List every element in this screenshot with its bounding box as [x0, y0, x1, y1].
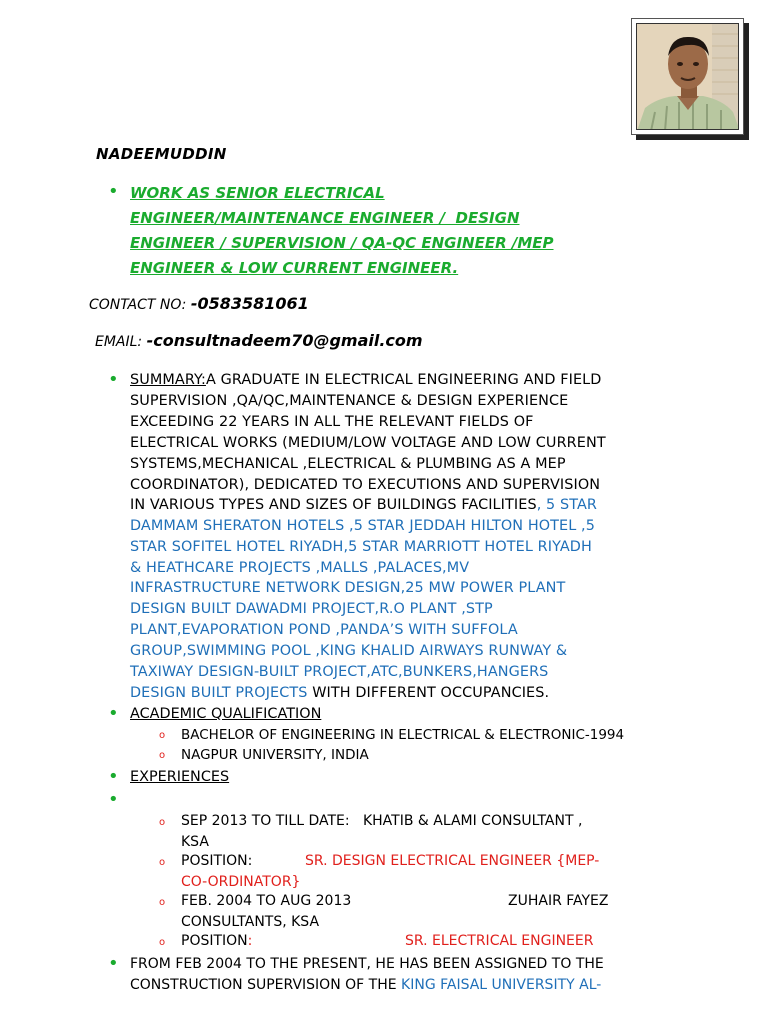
experience-item-4-value: SR. ELECTRICAL ENGINEER: [405, 933, 594, 949]
summary-last-line: [130, 685, 549, 701]
summary-project-line: STAR SOFITEL HOTEL RIYADH,5 STAR MARRIOTT HOTEL RIYADH: [130, 539, 592, 555]
final-line-2: [130, 977, 601, 993]
experience-item-4-label: [181, 933, 252, 949]
summary-line-1-text: A GRADUATE IN ELECTRICAL ENGINEERING AND FIELD: [205, 372, 602, 388]
summary-last-blue: DESIGN BUILT PROJECTS: [130, 685, 308, 701]
experience-item-bullet: o: [159, 817, 166, 828]
contact-value: -0583581061: [190, 294, 309, 313]
summary-bullet: •: [108, 369, 119, 390]
empty-bullet: •: [108, 789, 119, 810]
experience-item-2-value-cont: CO-ORDINATOR}: [181, 874, 301, 890]
experience-item-bullet: o: [159, 897, 166, 908]
headline-bullet: •: [108, 181, 119, 202]
headline-line-1: WORK AS SENIOR ELECTRICAL: [130, 184, 385, 202]
summary-mixed-blue: , 5 STAR: [536, 497, 598, 513]
academic-heading: ACADEMIC QUALIFICATION: [130, 706, 322, 722]
email-label: EMAIL:: [95, 334, 143, 350]
experiences-bullet: •: [108, 766, 119, 787]
experience-item-3-line-2: CONSULTANTS, KSA: [181, 914, 320, 930]
profile-photo-image: [637, 24, 739, 130]
headline-line-2: ENGINEER/MAINTENANCE ENGINEER / DESIGN: [130, 209, 520, 227]
academic-item-bullet: o: [159, 750, 166, 761]
academic-bullet: •: [108, 703, 119, 724]
summary-line: COORDINATOR), DEDICATED TO EXECUTIONS AND SUPERVISION: [130, 477, 601, 493]
academic-item-bullet: o: [159, 730, 166, 741]
headline-line-3: ENGINEER / SUPERVISION / QA-QC ENGINEER /MEP: [130, 234, 554, 252]
email-value: -consultnadeem70@gmail.com: [146, 331, 423, 350]
contact-number: [89, 294, 309, 313]
summary-heading: SUMMARY:: [130, 372, 206, 388]
summary-project-line: GROUP,SWIMMING POOL ,KING KHALID AIRWAYS RUNWAY &: [130, 643, 568, 659]
summary-project-line: TAXIWAY DESIGN-BUILT PROJECT,ATC,BUNKERS,HANGERS: [130, 664, 549, 680]
experience-item-2-value: SR. DESIGN ELECTRICAL ENGINEER {MEP-: [305, 853, 600, 869]
academic-item: NAGPUR UNIVERSITY, INDIA: [181, 747, 369, 763]
experience-item-1-line-1: SEP 2013 TO TILL DATE: KHATIB & ALAMI CONSULTANT ,: [181, 813, 583, 829]
profile-photo-frame: [631, 18, 744, 135]
summary-last-black: WITH DIFFERENT OCCUPANCIES.: [307, 685, 550, 701]
candidate-name: NADEEMUDDIN: [96, 145, 227, 163]
experience-item-4-colon: :: [247, 933, 253, 949]
summary-line: SUPERVISION ,QA/QC,MAINTENANCE & DESIGN EXPERIENCE: [130, 393, 569, 409]
final-line-1: FROM FEB 2004 TO THE PRESENT, HE HAS BEEN ASSIGNED TO THE: [130, 956, 604, 972]
experience-item-1-line-2: KSA: [181, 834, 209, 850]
final-bullet: •: [108, 953, 119, 974]
summary-project-line: DESIGN BUILT DAWADMI PROJECT,R.O PLANT ,STP: [130, 601, 493, 617]
experience-item-4-label-text: POSITION: [181, 933, 248, 949]
experience-item-bullet: o: [159, 937, 166, 948]
final-line-2-black: CONSTRUCTION SUPERVISION OF THE: [130, 977, 402, 993]
summary-project-line: & HEATHCARE PROJECTS ,MALLS ,PALACES,MV: [130, 560, 470, 576]
summary-project-line: DAMMAM SHERATON HOTELS ,5 STAR JEDDAH HILTON HOTEL ,5: [130, 518, 595, 534]
summary-line-mixed: [130, 497, 597, 513]
experience-item-bullet: o: [159, 857, 166, 868]
final-line-2-blue: KING FAISAL UNIVERSITY AL-: [401, 977, 602, 993]
contact-label: CONTACT NO:: [89, 297, 187, 313]
summary-project-line: PLANT,EVAPORATION POND ,PANDA’S WITH SUFFOLA: [130, 622, 518, 638]
headline-line-4: ENGINEER & LOW CURRENT ENGINEER.: [130, 259, 459, 277]
academic-item: BACHELOR OF ENGINEERING IN ELECTRICAL & ELECTRONIC-1994: [181, 727, 625, 743]
experience-item-3-company: ZUHAIR FAYEZ: [508, 893, 609, 909]
experience-item-2-label: POSITION:: [181, 853, 253, 869]
profile-photo: [636, 23, 739, 130]
experience-item-3-dates: FEB. 2004 TO AUG 2013: [181, 893, 352, 909]
experiences-heading: EXPERIENCES: [130, 769, 230, 785]
summary-line: SYSTEMS,MECHANICAL ,ELECTRICAL & PLUMBING AS A MEP: [130, 456, 566, 472]
summary-mixed-black: IN VARIOUS TYPES AND SIZES OF BUILDINGS FACILITIES: [130, 497, 537, 513]
summary-line-1: [130, 372, 601, 388]
email: [95, 331, 423, 350]
summary-line: EXCEEDING 22 YEARS IN ALL THE RELEVANT FIELDS OF: [130, 414, 534, 430]
summary-line: ELECTRICAL WORKS (MEDIUM/LOW VOLTAGE AND LOW CURRENT: [130, 435, 606, 451]
summary-project-line: INFRASTRUCTURE NETWORK DESIGN,25 MW POWER PLANT: [130, 580, 566, 596]
